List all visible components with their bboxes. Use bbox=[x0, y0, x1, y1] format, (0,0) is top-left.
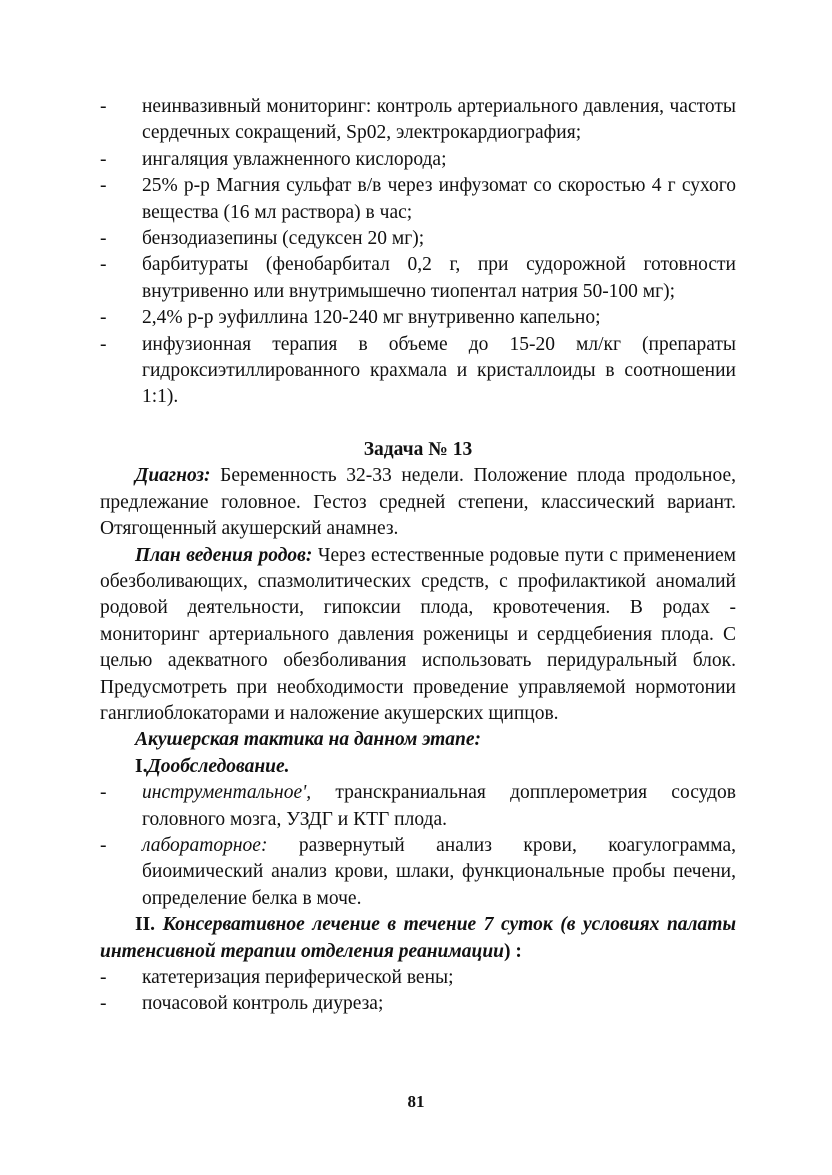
list-dash: - bbox=[100, 834, 107, 856]
diagnosis-label: Диагноз: bbox=[135, 465, 211, 487]
list-item bbox=[100, 94, 736, 147]
section-2-heading bbox=[100, 912, 736, 965]
birth-plan-paragraph bbox=[100, 543, 736, 728]
section-2-title: Консервативное лечение в течение 7 суток (в условиях палаты интенсивной терапии отделения реанимации bbox=[100, 914, 736, 962]
list-dash: - bbox=[100, 228, 107, 250]
list-item-text: 25% р-р Магния сульфат в/в через инфузомат со скоростью 4 г сухого вещества (16 мл раствора) в час; bbox=[142, 175, 736, 223]
list-item-text: неинвазивный мониторинг: контроль артериального давления, частоты сердечных сокращений, Sp02, электрокардиография; bbox=[142, 96, 736, 144]
exam-label: инструментальное', bbox=[142, 782, 312, 804]
list-item-text bbox=[142, 833, 736, 912]
list-dash: - bbox=[100, 254, 107, 276]
task-title: Задача № 13 bbox=[363, 438, 473, 460]
list-item bbox=[100, 173, 736, 226]
list-item-text bbox=[142, 780, 736, 833]
list-dash: - bbox=[100, 307, 107, 329]
diagnosis-text: Беременность 32-33 недели. Положение плода продольное, предлежание головное. Гестоз средней степени, классический вариант. Отягощенный акушерский анамнез. bbox=[100, 465, 736, 540]
list-item bbox=[100, 252, 736, 305]
list-item bbox=[100, 780, 736, 833]
list-dash: - bbox=[100, 333, 107, 355]
list-item-text: барбитураты (фенобарбитал 0,2 г, при судорожной готовности внутривенно или внутримышечно тиопентал натрия 50-100 мг); bbox=[142, 254, 736, 302]
list-dash: - bbox=[100, 782, 107, 804]
diagnosis-paragraph bbox=[100, 463, 736, 542]
exam-text: развернутый анализ крови, коагулограмма, биоимический анализ крови, шлаки, функциональные пробы печени, определение белка в моче. bbox=[142, 834, 736, 909]
exam-text: транскраниальная допплерометрия сосудов головного мозга, УЗДГ и КТГ плода. bbox=[142, 782, 736, 830]
list-item bbox=[100, 147, 736, 173]
exam-label: лабораторное: bbox=[142, 834, 268, 856]
list-dash: - bbox=[100, 96, 107, 117]
list-dash: - bbox=[100, 148, 107, 170]
section-1-title: Дообследование. bbox=[147, 755, 290, 777]
list-item bbox=[100, 305, 736, 331]
page-number: 81 bbox=[407, 1092, 425, 1111]
birth-plan-label: План ведения родов: bbox=[135, 544, 313, 566]
list-item-text: ингаляция увлажненного кислорода; bbox=[142, 148, 447, 170]
tactics-heading: Акушерская тактика на данном этапе: bbox=[135, 729, 482, 751]
list-item bbox=[100, 991, 736, 1017]
section-1-heading bbox=[100, 754, 736, 780]
list-item-text: катетеризация периферической вены; bbox=[142, 967, 454, 988]
list-dash: - bbox=[100, 175, 107, 197]
list-dash: - bbox=[100, 967, 107, 988]
exam-list bbox=[100, 780, 736, 912]
list-item bbox=[100, 332, 736, 411]
section-1-numeral: I. bbox=[135, 755, 148, 777]
list-item-text: бензодиазепины (седуксен 20 мг); bbox=[142, 228, 425, 250]
page-content bbox=[100, 94, 736, 1018]
top-list bbox=[100, 94, 736, 411]
list-dash: - bbox=[100, 993, 107, 1015]
section-2-numeral: II. bbox=[135, 914, 156, 936]
list-item-text: инфузионная терапия в объеме до 15-20 мл/кг (препараты гидроксиэтиллированного крахмала и кристаллоиды в соотношении 1:1). bbox=[142, 333, 736, 408]
birth-plan-text: Через естественные родовые пути с применением обезболивающих, спазмолитических средств, с профилактикой аномалий родовой деятельности, гипоксии плода, кровотечения. В родах - мониторинг артериального давления роженицы и сердцебиения плода. С целью адекватного обезболивания использовать перидуральный блок. Предусмотреть при необходимости проведение управляемой нормотонии ганглиоблокаторами и наложение акушерских щипцов. bbox=[100, 544, 736, 724]
list-item bbox=[100, 226, 736, 252]
list-item-text: почасовой контроль диуреза; bbox=[142, 993, 384, 1015]
list-item bbox=[100, 833, 736, 912]
list-item-text: 2,4% р-р эуфиллина 120-240 мг внутривенно капельно; bbox=[142, 307, 601, 329]
section-2-tail: ) : bbox=[504, 940, 522, 962]
treatment-list bbox=[100, 965, 736, 1018]
list-item bbox=[100, 965, 736, 991]
